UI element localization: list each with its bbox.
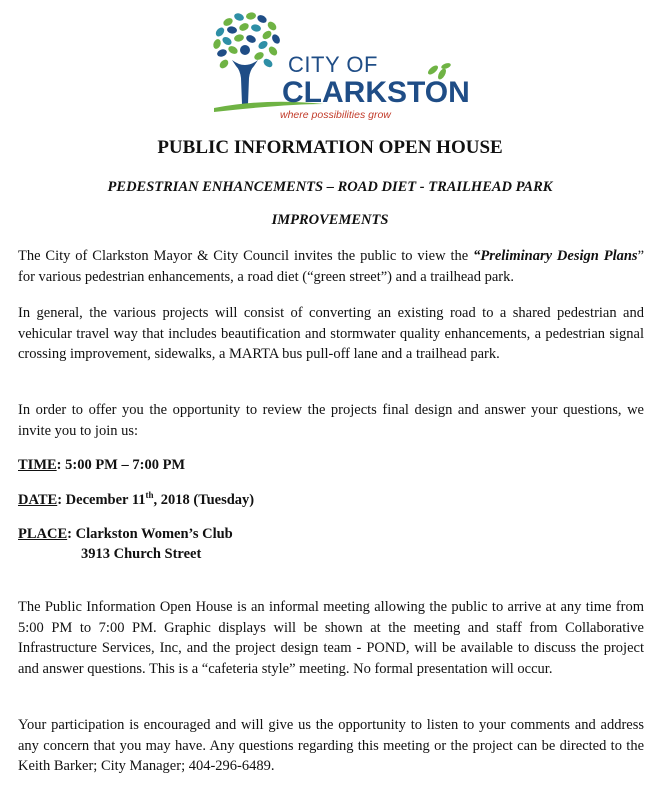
logo-city-name: CLARKSTON: [282, 76, 470, 109]
document-subtitle-line2: IMPROVEMENTS: [271, 212, 389, 228]
projects-paragraph: In general, the various projects will consist of converting an existing road to a shared pedestrian and vehicular travel way that includes beautification and stormwater quality enhancements, a pedestrian signal crossing improvement, sidewalks, a MARTA bus pull-off lane and a trailhead park.: [18, 305, 644, 362]
logo-city-of: CITY OF: [288, 52, 378, 77]
city-logo: [206, 8, 470, 124]
intro-text-before: The City of Clarkston Mayor & City Council invites the public to view the: [18, 248, 474, 264]
document-title: PUBLIC INFORMATION OPEN HOUSE: [157, 137, 503, 158]
intro-text-after: ” for various pedestrian enhancements, a road diet (“green street”) and a trailhead park.: [18, 248, 644, 285]
time-label: TIME: [18, 457, 57, 473]
date-ordinal-suffix: th: [145, 490, 154, 501]
contact-paragraph: Your participation is encouraged and will give us the opportunity to listen to your comments and address any concern that you may have. Any questions regarding this meeting or the project can be directed to the Keith Barker; City Manager; 404-296-6489.: [18, 717, 644, 774]
place-field: [18, 524, 233, 544]
place-address: 3913 Church Street: [81, 546, 202, 562]
document-subtitle-line1: PEDESTRIAN ENHANCEMENTS – ROAD DIET - TRAILHEAD PARK: [107, 179, 553, 195]
place-venue: : Clarkston Women’s Club: [67, 526, 233, 542]
intro-emphasis: “Preliminary Design Plans: [473, 248, 638, 264]
logo-tagline: where possibilities grow: [280, 109, 391, 121]
time-value: : 5:00 PM – 7:00 PM: [56, 457, 186, 473]
intro-paragraph: [18, 246, 644, 287]
date-field: [18, 490, 254, 510]
invitation-paragraph: In order to offer you the opportunity to review the projects final design and answer your questions, we invite you to join us:: [18, 402, 644, 439]
date-value-after: , 2018 (Tuesday): [153, 492, 255, 508]
date-label: DATE: [18, 492, 58, 508]
time-field: [18, 455, 185, 475]
date-value-before: : December 11: [57, 492, 146, 508]
place-label: PLACE: [18, 526, 68, 542]
open-house-details-paragraph: The Public Information Open House is an informal meeting allowing the public to arrive at any time from 5:00 PM to 7:00 PM. Graphic displays will be shown at the meeting and staff from Collaborative Infrastructure Services, Inc, and the project design team - POND, will be available to discuss the project and answer questions. This is a “cafeteria style” meeting. No formal presentation will occur.: [18, 599, 644, 677]
